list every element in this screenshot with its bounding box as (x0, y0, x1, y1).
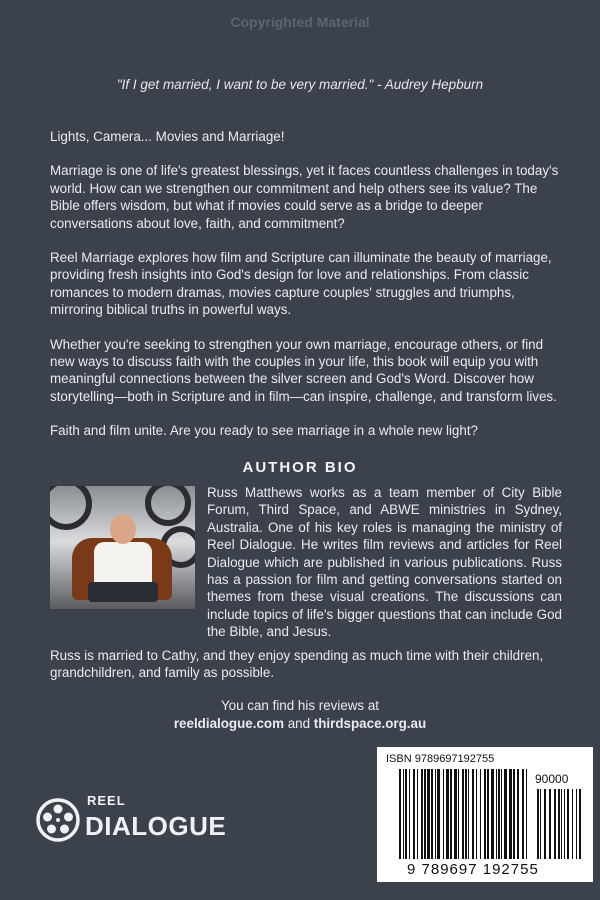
barcode-bar (468, 769, 469, 859)
barcode-bar (501, 769, 502, 859)
barcode-bar (399, 769, 401, 859)
logo-reel-text: REEL (87, 793, 126, 808)
author-bio-text: Russ Matthews works as a team member of City Bible Forum, Third Space, and ABWE ministries in Sydney, Australia. One of his key roles is managing the ministry of Reel Dialogue. He writes film reviews and articles for Reel Dialogue which are published in various publications. Russ has a passion for film and getting conversations started on themes from these visual creations. The discussions can include topics of life's bigger questions that can include God the Bible, and Jesus. (207, 485, 562, 640)
author-bio-heading: AUTHOR BIO (242, 459, 358, 476)
barcode-bar (522, 769, 524, 859)
isbn-barcode (377, 747, 593, 882)
barcode-bar (465, 769, 467, 859)
blurb-paragraph-1: Lights, Camera... Movies and Marriage! (50, 129, 285, 144)
blurb-paragraph-2: Marriage is one of life's greatest blessings, yet it faces countless challenges in today's world. How can we strengthen our commitment and help others see its value? The Bible offers wisdom, but what if movies could serve as a bridge to deeper conversations about love, faith, and commitment? (50, 163, 559, 231)
barcode-bar (517, 769, 519, 859)
addon-bar (564, 789, 565, 859)
barcode-bar (484, 769, 486, 859)
barcode-bar (509, 769, 512, 859)
barcode-bar (450, 769, 452, 859)
barcode-bar (403, 769, 404, 859)
addon-bar (540, 789, 541, 859)
barcode-bar (417, 769, 418, 859)
addon-bar (558, 789, 560, 859)
author-family-text: Russ is married to Cathy, and they enjoy spending as much time with their children, grandchildren, and family as possible. (50, 648, 544, 681)
epigraph-quote: "If I get married, I want to be very married." - Audrey Hepburn (116, 77, 484, 92)
barcode-bar (405, 769, 407, 859)
addon-bar (549, 789, 551, 859)
addon-bar (554, 789, 556, 859)
addon-bar (537, 789, 539, 859)
and-text: and (287, 716, 311, 731)
barcode-bar (526, 769, 527, 859)
barcode-bar (421, 769, 423, 859)
barcode-bar (472, 769, 474, 859)
barcode-bar (443, 769, 444, 859)
addon-bar (567, 789, 569, 859)
barcode-bar (491, 769, 494, 859)
barcode-bar (496, 769, 497, 859)
site-reeldialogue: reeldialogue.com (173, 716, 284, 731)
barcode-bar (462, 769, 464, 859)
isbn-label: ISBN 9789697192755 (386, 753, 495, 765)
barcode-bar (435, 769, 436, 859)
barcode-addon: 90000 (535, 772, 569, 786)
addon-bar (579, 789, 581, 859)
addon-bar (576, 789, 577, 859)
barcode-bar (413, 769, 415, 859)
barcode-bar (513, 769, 515, 859)
reviews-info (0, 697, 600, 733)
barcode-bar (427, 769, 430, 859)
copyright-watermark: Copyrighted Material (230, 14, 370, 30)
addon-bar (544, 789, 546, 859)
barcode-bar (454, 769, 457, 859)
barcode-bar (480, 769, 481, 859)
barcode-bar (424, 769, 426, 859)
barcode-bar (458, 769, 459, 859)
addon-bar (572, 789, 573, 859)
blurb-text (50, 128, 562, 457)
barcode-bar (504, 769, 507, 859)
barcode-bar (498, 769, 500, 859)
blurb-paragraph-5: Faith and film unite. Are you ready to see marriage in a whole new light? (50, 423, 478, 439)
barcode-number: 9 789697 192755 (407, 861, 539, 878)
reviews-line: You can find his reviews at (220, 698, 380, 713)
barcode-bar (487, 769, 489, 859)
blurb-paragraph-4: Whether you're seeking to strengthen your own marriage, encourage others, or find new ways to discuss faith with the couples in your life, this book will equip you with meaningful connections between the silver screen and God's Word. Discover how storytelling—both in Scripture and in film—can inspire, challenge, and transform lives. (50, 336, 557, 404)
barcode-bar (446, 769, 449, 859)
barcode-bar (437, 769, 440, 859)
reel-dialogue-logo (35, 793, 245, 853)
blurb-paragraph-3: Reel Marriage explores how film and Scripture can illuminate the beauty of marriage, providing fresh insights into God's design for love and relationships. From classic romances to modern dramas, movies capture couples' struggles and triumphs, mirroring biblical truths in powerful ways. (50, 250, 552, 318)
reviews-sites (0, 715, 600, 733)
film-reel-icon (35, 797, 81, 843)
site-thirdspace: thirdspace.org.au (313, 716, 427, 731)
logo-dialogue-text: DIALOGUE (85, 811, 227, 841)
barcode-bar (431, 769, 433, 859)
addon-bar (561, 789, 562, 859)
barcode-bar (409, 769, 410, 859)
author-photo (50, 486, 195, 609)
barcode-bar (476, 769, 477, 859)
